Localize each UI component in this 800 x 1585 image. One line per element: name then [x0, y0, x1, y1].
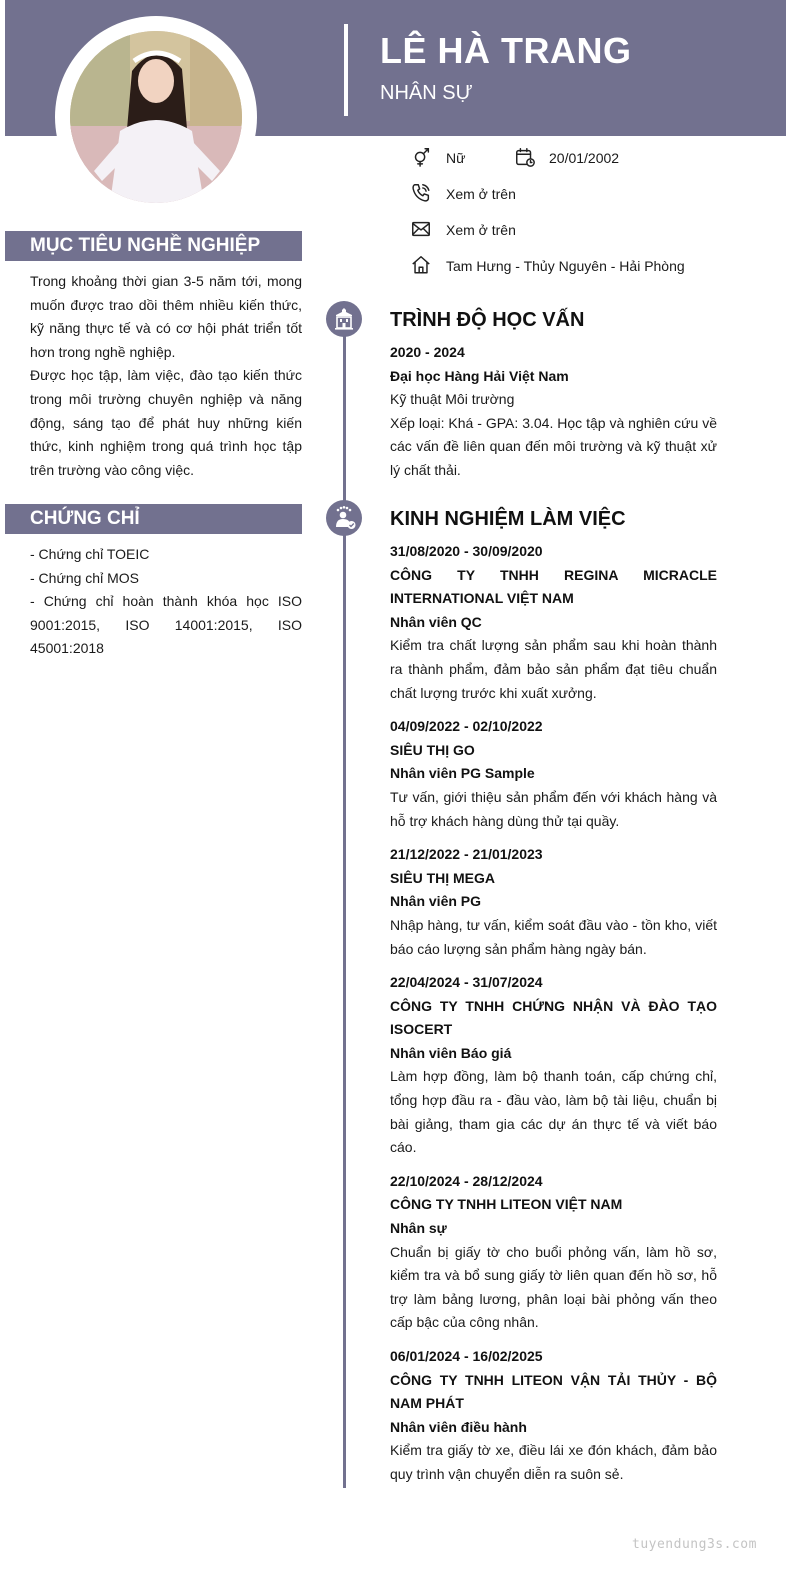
education-school: Đại học Hàng Hải Việt Nam — [390, 367, 569, 384]
experience-list — [390, 540, 717, 1497]
experience-heading: KINH NGHIỆM LÀM VIỆC — [390, 508, 626, 530]
certificates-heading: CHỨNG CHỈ — [5, 504, 302, 534]
avatar — [70, 31, 242, 203]
phone-value: Xem ở trên — [446, 186, 516, 202]
experience-company: SIÊU THỊ MEGA — [390, 869, 496, 886]
experience-description: Kiểm tra giấy tờ xe, điều lái xe đón khách, đảm bảo quy trình vận chuyển diễn ra suôn sẻ. — [390, 1442, 717, 1482]
watermark: tuyendung3s.com — [632, 1537, 757, 1552]
experience-description: Kiểm tra chất lượng sản phẩm sau khi hoàn thành ra thành phẩm, đảm bảo sản phẩm đạt tiêu chuẩn chất lượng trước khi xuất xưởng. — [390, 637, 717, 701]
mail-icon — [410, 218, 432, 240]
certificate-item: - Chứng chỉ hoàn thành khóa học ISO 9001:2015, ISO 14001:2015, ISO 45001:2018 — [30, 593, 302, 657]
experience-entry — [390, 1345, 717, 1487]
address-value: Tam Hưng - Thủy Nguyên - Hải Phòng — [446, 258, 685, 274]
experience-entry — [390, 540, 717, 705]
experience-description: Tư vấn, giới thiệu sản phẩm đến với khách hàng và hỗ trợ khách hàng dùng thử tại quầy. — [390, 788, 717, 829]
home-icon — [410, 254, 432, 276]
certificate-item: - Chứng chỉ MOS — [30, 569, 139, 586]
school-icon — [326, 301, 362, 337]
education-heading: TRÌNH ĐỘ HỌC VẤN — [390, 309, 585, 331]
experience-period: 31/08/2020 - 30/09/2020 — [390, 543, 543, 559]
birthday-value: 20/01/2002 — [549, 150, 620, 166]
career-objective-paragraph: Được học tập, làm việc, đào tạo kiến thức trong môi trường chuyên nghiệp và năng động, sáng tạo để phát huy những kiến thức, kinh nghiệm trong quá trình học tập trên trường vào công việc. — [30, 367, 302, 478]
experience-description: Chuẩn bị giấy tờ cho buổi phỏng vấn, làm hồ sơ, kiểm tra và bổ sung giấy tờ liên quan đến hồ sơ, hỗ trợ làm bảng lương, phân loại bài phỏng vấn theo cấp bậc của công nhân. — [390, 1243, 717, 1331]
header-divider — [344, 24, 348, 116]
education-description: Xếp loại: Khá - GPA: 3.04. Học tập và nghiên cứu về các vấn đề liên quan đến môi trường và kỹ thuật xử lý chất thải. — [390, 414, 717, 478]
experience-period: 22/04/2024 - 31/07/2024 — [390, 974, 543, 991]
experience-company: SIÊU THỊ GO — [390, 741, 475, 758]
experience-entry — [390, 715, 717, 833]
experience-period: 21/12/2022 - 21/01/2023 — [390, 846, 543, 863]
experience-company: CÔNG TY TNHH LITEON VẬN TẢI THỦY - BỘ NAM PHÁT — [390, 1371, 717, 1412]
job-title: NHÂN SỰ — [380, 82, 473, 104]
education-major: Kỹ thuật Môi trường — [390, 391, 515, 408]
avatar-photo — [70, 31, 242, 203]
certificate-item: - Chứng chỉ TOEIC — [30, 546, 150, 562]
experience-position: Nhân viên PG Sample — [390, 765, 535, 782]
email-value: Xem ở trên — [446, 222, 516, 238]
experience-position: Nhân viên QC — [390, 613, 482, 630]
experience-position: Nhân viên Báo giá — [390, 1044, 512, 1061]
team-icon — [326, 500, 362, 536]
experience-position: Nhân sự — [390, 1220, 447, 1237]
phone-icon — [410, 182, 432, 204]
experience-company: CÔNG TY TNHH REGINA MICRACLE INTERNATIONAL VIỆT NAM — [390, 566, 717, 607]
experience-period: 06/01/2024 - 16/02/2025 — [390, 1348, 543, 1364]
experience-description: Nhập hàng, tư vấn, kiểm soát đầu vào - tồn kho, viết báo cáo lượng sản phẩm hàng ngày bán. — [390, 916, 717, 957]
experience-position: Nhân viên điều hành — [390, 1418, 527, 1435]
timeline-line — [343, 318, 346, 1488]
gender-icon — [410, 146, 432, 168]
experience-period: 04/09/2022 - 02/10/2022 — [390, 718, 543, 735]
candidate-name: LÊ HÀ TRANG — [380, 30, 632, 71]
gender-value: Nữ — [446, 150, 466, 166]
education-period: 2020 - 2024 — [390, 344, 465, 360]
calendar-icon — [514, 146, 536, 168]
career-objective-text — [30, 270, 302, 482]
experience-position: Nhân viên PG — [390, 893, 482, 910]
experience-company: CÔNG TY TNHH CHỨNG NHẬN VÀ ĐÀO TẠO ISOCERT — [390, 997, 717, 1038]
career-objective-heading: MỤC TIÊU NGHỀ NGHIỆP — [5, 231, 302, 261]
education-entry — [390, 341, 717, 483]
experience-description: Làm hợp đồng, làm bộ thanh toán, cấp chứng chỉ, tổng hợp đầu ra - đầu vào, làm bộ tài liệu, chuẩn bị bài giảng, tham gia các dự án thực tế và viết báo cáo. — [390, 1068, 717, 1156]
career-objective-paragraph: Trong khoảng thời gian 3-5 năm tới, mong muốn được trao dồi thêm nhiều kiến thức, kỹ năng thực tế và có cơ hội phát triển tốt hơn trong nghề nghiệp. — [30, 273, 302, 360]
experience-period: 22/10/2024 - 28/12/2024 — [390, 1172, 543, 1189]
certificates-list — [30, 543, 302, 661]
experience-company: CÔNG TY TNHH LITEON VIỆT NAM — [390, 1196, 623, 1213]
experience-entry — [390, 843, 717, 961]
experience-entry — [390, 971, 717, 1160]
experience-entry — [390, 1170, 717, 1335]
